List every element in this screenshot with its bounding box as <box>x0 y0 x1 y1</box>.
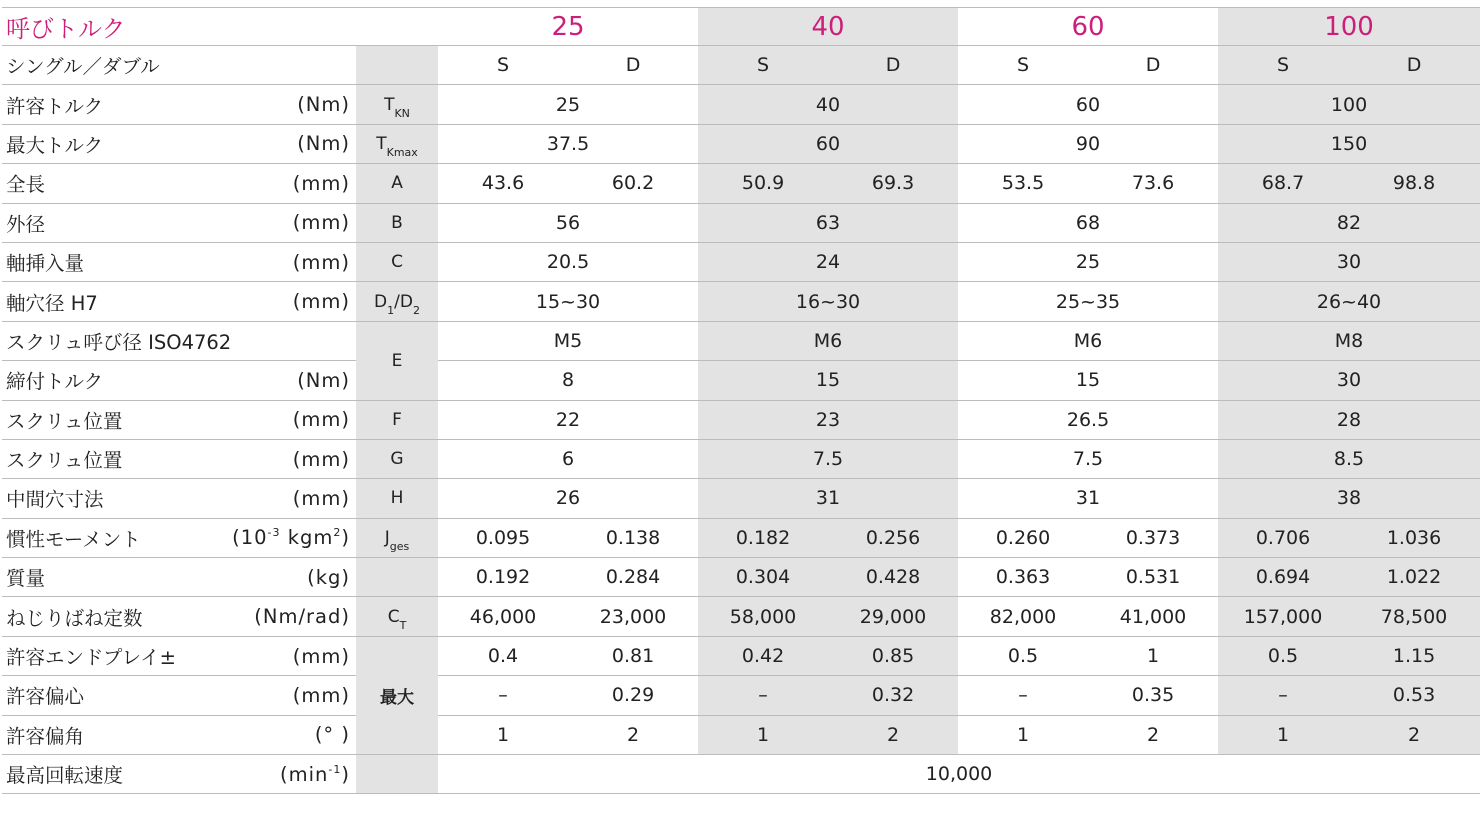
row-symbol: 最大 <box>356 636 438 754</box>
row-label: 外径 <box>2 203 222 242</box>
value-cell: 10,000 <box>438 755 1480 794</box>
value-cell: 0.428 <box>828 558 958 597</box>
value-cell: 0.5 <box>1218 636 1348 675</box>
value-cell: 68.7 <box>1218 164 1348 203</box>
row-unit: (mm) <box>222 164 356 203</box>
row-unit: (mm) <box>222 400 356 439</box>
inertia-row <box>2 518 1480 557</box>
size-header-row <box>2 8 1480 46</box>
row-label: 許容トルク <box>2 85 222 124</box>
row-unit: (° ) <box>222 715 356 754</box>
value-cell: 43.6 <box>438 164 568 203</box>
value-cell: 0.81 <box>568 636 698 675</box>
value-cell: 38 <box>1218 479 1480 518</box>
row-unit: (mm) <box>222 282 356 321</box>
row-label: 許容エンドプレイ± <box>2 636 222 675</box>
value-cell: 0.138 <box>568 518 698 557</box>
row-unit: (kg) <box>222 558 356 597</box>
value-cell: 40 <box>698 85 958 124</box>
row-label: 中間穴寸法 <box>2 479 222 518</box>
value-cell: 30 <box>1218 361 1480 400</box>
sd-cell: S <box>698 46 828 85</box>
tightening-torque-row <box>2 361 1480 400</box>
row-symbol: A <box>356 164 438 203</box>
row-label: 最高回転速度 <box>2 755 222 794</box>
sd-cell: S <box>958 46 1088 85</box>
value-cell: 20.5 <box>438 242 698 281</box>
value-cell: 58,000 <box>698 597 828 636</box>
value-cell: 1.036 <box>1348 518 1480 557</box>
torsional-stiffness-row <box>2 597 1480 636</box>
row-unit: (Nm) <box>222 124 356 163</box>
row-symbol: F <box>356 400 438 439</box>
value-cell: 6 <box>438 439 698 478</box>
value-cell: 1 <box>1218 715 1348 754</box>
value-cell: 0.706 <box>1218 518 1348 557</box>
sd-cell: S <box>438 46 568 85</box>
value-cell: M6 <box>958 321 1218 360</box>
value-cell: 73.6 <box>1088 164 1218 203</box>
sd-cell: D <box>568 46 698 85</box>
row-symbol: C <box>356 242 438 281</box>
table-title: 呼びトルク <box>2 8 438 46</box>
value-cell: 30 <box>1218 242 1480 281</box>
value-cell: 0.35 <box>1088 676 1218 715</box>
value-cell: 31 <box>698 479 958 518</box>
row-symbol: $T_{Kmax}$ <box>356 124 438 163</box>
row-label: 締付トルク <box>2 361 222 400</box>
value-cell: 0.373 <box>1088 518 1218 557</box>
value-cell: 0.531 <box>1088 558 1218 597</box>
row-label: 全長 <box>2 164 222 203</box>
value-cell: – <box>1218 676 1348 715</box>
value-cell: 0.363 <box>958 558 1088 597</box>
value-cell: 53.5 <box>958 164 1088 203</box>
value-cell: 56 <box>438 203 698 242</box>
row-unit: (mm) <box>222 439 356 478</box>
value-cell: 0.4 <box>438 636 568 675</box>
screw-position-f-row <box>2 400 1480 439</box>
value-cell: 8 <box>438 361 698 400</box>
row-symbol: E <box>356 321 438 400</box>
value-cell: 60 <box>698 124 958 163</box>
value-cell: 90 <box>958 124 1218 163</box>
value-cell: M5 <box>438 321 698 360</box>
row-symbol: $C_T$ <box>356 597 438 636</box>
value-cell: 1.022 <box>1348 558 1480 597</box>
spec-table <box>2 7 1480 794</box>
value-cell: 37.5 <box>438 124 698 163</box>
value-cell: 60.2 <box>568 164 698 203</box>
row-symbol: $J_{ges}$ <box>356 518 438 557</box>
offset-row <box>2 676 1480 715</box>
value-cell: – <box>698 676 828 715</box>
value-cell: M6 <box>698 321 958 360</box>
row-label: 最大トルク <box>2 124 222 163</box>
sd-cell: S <box>1218 46 1348 85</box>
row-symbol: B <box>356 203 438 242</box>
value-cell: 26.5 <box>958 400 1218 439</box>
value-cell: 1 <box>438 715 568 754</box>
value-cell: 31 <box>958 479 1218 518</box>
value-cell: 15 <box>698 361 958 400</box>
sd-symbol <box>356 46 438 85</box>
rated-torque-row <box>2 85 1480 124</box>
sd-row <box>2 46 1480 85</box>
value-cell: 100 <box>1218 85 1480 124</box>
row-unit: (mm) <box>222 203 356 242</box>
value-cell: 22 <box>438 400 698 439</box>
value-cell: 26~40 <box>1218 282 1480 321</box>
value-cell: 0.5 <box>958 636 1088 675</box>
value-cell: 0.256 <box>828 518 958 557</box>
sd-cell: D <box>1088 46 1218 85</box>
value-cell: 15 <box>958 361 1218 400</box>
row-symbol <box>356 558 438 597</box>
value-cell: 2 <box>1088 715 1218 754</box>
value-cell: 26 <box>438 479 698 518</box>
outer-diameter-row <box>2 203 1480 242</box>
value-cell: 29,000 <box>828 597 958 636</box>
value-cell: 69.3 <box>828 164 958 203</box>
row-label: 軸穴径 H7 <box>2 282 222 321</box>
row-label: ねじりばね定数 <box>2 597 222 636</box>
value-cell: 25 <box>958 242 1218 281</box>
value-cell: 1 <box>698 715 828 754</box>
value-cell: 46,000 <box>438 597 568 636</box>
value-cell: 25~35 <box>958 282 1218 321</box>
value-cell: 0.29 <box>568 676 698 715</box>
row-label: 許容偏心 <box>2 676 222 715</box>
value-cell: M8 <box>1218 321 1480 360</box>
value-cell: – <box>438 676 568 715</box>
middle-hole-row <box>2 479 1480 518</box>
value-cell: 2 <box>828 715 958 754</box>
size-60: 60 <box>958 8 1218 46</box>
value-cell: 2 <box>568 715 698 754</box>
value-cell: 15~30 <box>438 282 698 321</box>
value-cell: 63 <box>698 203 958 242</box>
value-cell: 1 <box>1088 636 1218 675</box>
max-speed-row <box>2 755 1480 794</box>
value-cell: 82 <box>1218 203 1480 242</box>
row-symbol: $D_1/D_2$ <box>356 282 438 321</box>
value-cell: 24 <box>698 242 958 281</box>
row-unit: (mm) <box>222 242 356 281</box>
value-cell: 23 <box>698 400 958 439</box>
row-label: スクリュ位置 <box>2 439 222 478</box>
row-label: 軸挿入量 <box>2 242 222 281</box>
value-cell: 0.260 <box>958 518 1088 557</box>
value-cell: 0.85 <box>828 636 958 675</box>
shaft-insertion-row <box>2 242 1480 281</box>
value-cell: 0.192 <box>438 558 568 597</box>
value-cell: 0.095 <box>438 518 568 557</box>
value-cell: 8.5 <box>1218 439 1480 478</box>
max-torque-row <box>2 124 1480 163</box>
value-cell: 1 <box>958 715 1088 754</box>
value-cell: 0.304 <box>698 558 828 597</box>
angle-row <box>2 715 1480 754</box>
size-25: 25 <box>438 8 698 46</box>
value-cell: 0.53 <box>1348 676 1480 715</box>
value-cell: 41,000 <box>1088 597 1218 636</box>
value-cell: 157,000 <box>1218 597 1348 636</box>
value-cell: 16~30 <box>698 282 958 321</box>
row-symbol <box>356 755 438 794</box>
row-label: スクリュ呼び径 ISO4762 <box>2 321 356 360</box>
row-label: スクリュ位置 <box>2 400 222 439</box>
value-cell: – <box>958 676 1088 715</box>
sd-cell: D <box>1348 46 1480 85</box>
value-cell: 0.694 <box>1218 558 1348 597</box>
row-symbol: H <box>356 479 438 518</box>
value-cell: 68 <box>958 203 1218 242</box>
row-unit: (mm) <box>222 479 356 518</box>
row-label: 慣性モーメント <box>2 518 222 557</box>
value-cell: 0.32 <box>828 676 958 715</box>
value-cell: 2 <box>1348 715 1480 754</box>
sd-cell: D <box>828 46 958 85</box>
value-cell: 60 <box>958 85 1218 124</box>
row-unit: (mm) <box>222 636 356 675</box>
value-cell: 25 <box>438 85 698 124</box>
row-unit: $(\min^{-1})$ <box>222 755 356 794</box>
sd-label: シングル／ダブル <box>2 46 356 85</box>
value-cell: 1.15 <box>1348 636 1480 675</box>
value-cell: 50.9 <box>698 164 828 203</box>
value-cell: 98.8 <box>1348 164 1480 203</box>
value-cell: 23,000 <box>568 597 698 636</box>
row-unit: (mm) <box>222 676 356 715</box>
bore-diameter-row <box>2 282 1480 321</box>
row-unit: (Nm) <box>222 85 356 124</box>
row-unit: ($10^{-3}$ kgm$^2$) <box>222 518 356 557</box>
value-cell: 7.5 <box>958 439 1218 478</box>
row-label: 許容偏角 <box>2 715 222 754</box>
size-100: 100 <box>1218 8 1480 46</box>
row-symbol: $T_{KN}$ <box>356 85 438 124</box>
screw-size-row <box>2 321 1480 360</box>
length-row <box>2 164 1480 203</box>
value-cell: 0.42 <box>698 636 828 675</box>
value-cell: 82,000 <box>958 597 1088 636</box>
row-symbol: G <box>356 439 438 478</box>
mass-row <box>2 558 1480 597</box>
row-unit: (Nm) <box>222 361 356 400</box>
value-cell: 78,500 <box>1348 597 1480 636</box>
end-play-row <box>2 636 1480 675</box>
value-cell: 28 <box>1218 400 1480 439</box>
value-cell: 7.5 <box>698 439 958 478</box>
row-unit: (Nm/rad) <box>222 597 356 636</box>
size-40: 40 <box>698 8 958 46</box>
row-label: 質量 <box>2 558 222 597</box>
value-cell: 0.182 <box>698 518 828 557</box>
screw-position-g-row <box>2 439 1480 478</box>
value-cell: 0.284 <box>568 558 698 597</box>
value-cell: 150 <box>1218 124 1480 163</box>
